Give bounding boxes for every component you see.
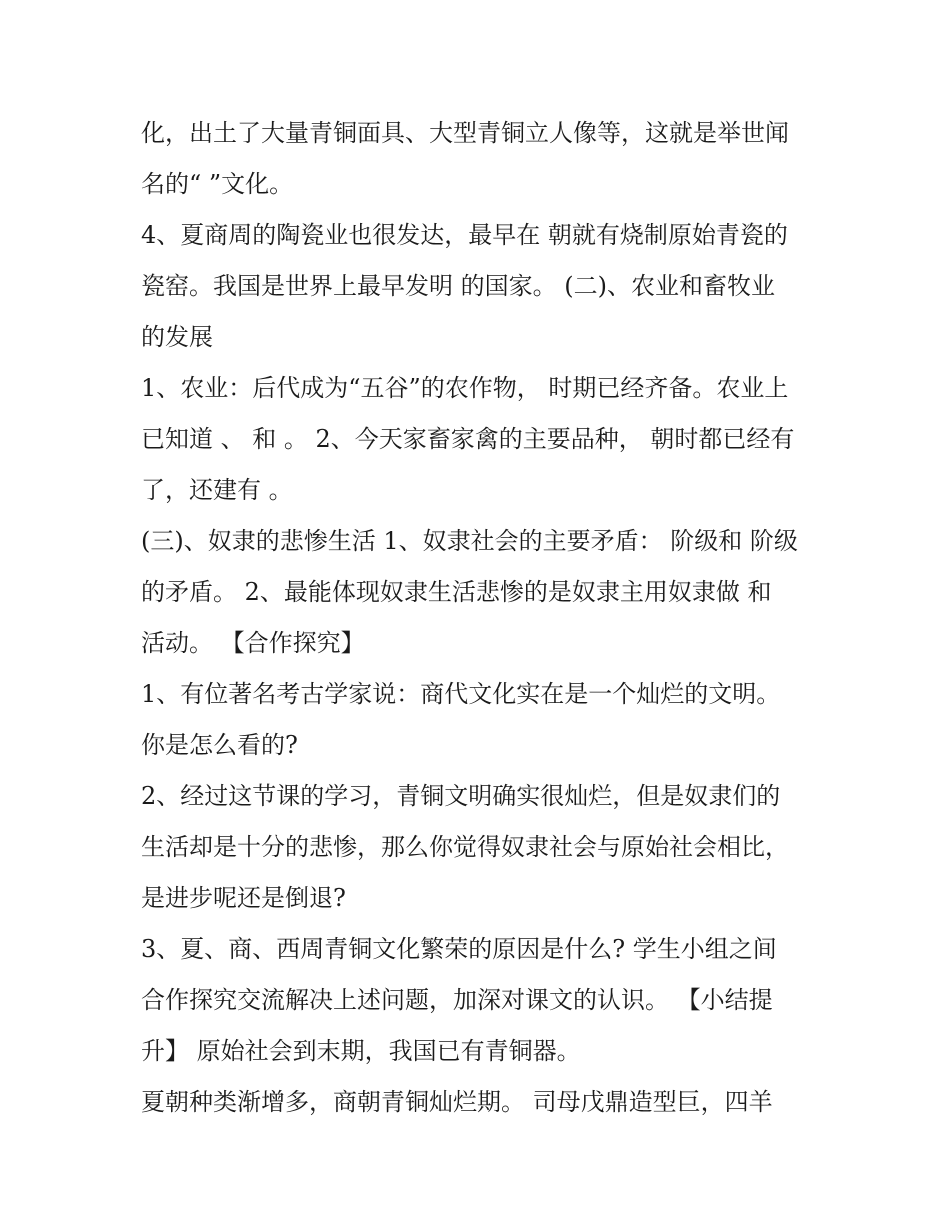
text-line: 1、有位著名考古学家说：商代文化实在是一个灿烂的文明。 bbox=[141, 680, 781, 708]
text-line: 4、夏商周的陶瓷业也很发达，最早在 朝就有烧制原始青瓷的 bbox=[141, 221, 788, 249]
text-line: 夏朝种类渐增多，商朝青铜灿烂期。 司母戊鼎造型巨，四羊 bbox=[141, 1088, 773, 1116]
text-line: 瓷窑。我国是世界上最早发明 的国家。 (二)、农业和畜牧业 bbox=[141, 272, 775, 300]
document-body bbox=[141, 108, 831, 1128]
text-line: 活动。 【合作探究】 bbox=[141, 629, 365, 657]
text-line: 合作探究交流解决上述问题，加深对课文的认识。 【小结提 bbox=[141, 986, 773, 1014]
text-line: 生活却是十分的悲惨，那么你觉得奴隶社会与原始社会相比， bbox=[141, 833, 789, 861]
text-line: 的矛盾。 2、最能体现奴隶生活悲惨的是奴隶主用奴隶做 和 bbox=[141, 578, 772, 606]
text-line: 已知道 、 和 。 2、今天家畜家禽的主要品种， 朝时都已经有 bbox=[141, 425, 795, 453]
text-line: 升】 原始社会到末期，我国已有青铜器。 bbox=[141, 1037, 581, 1065]
text-line: 的发展 bbox=[141, 323, 213, 351]
text-line: 2、经过这节课的学习，青铜文明确实很灿烂，但是奴隶们的 bbox=[141, 782, 781, 810]
text-line: 化，出土了大量青铜面具、大型青铜立人像等，这就是举世闻 bbox=[141, 119, 789, 147]
text-line: 1、农业：后代成为“五谷”的农作物， 时期已经齐备。农业上 bbox=[141, 374, 789, 402]
text-line: 了，还建有 。 bbox=[141, 476, 293, 504]
text-line: 名的“ ”文化。 bbox=[141, 170, 294, 198]
text-line: (三)、奴隶的悲惨生活 1、奴隶社会的主要矛盾： 阶级和 阶级 bbox=[141, 527, 798, 555]
text-line: 是进步呢还是倒退? bbox=[141, 884, 346, 912]
text-line: 3、夏、商、西周青铜文化繁荣的原因是什么? 学生小组之间 bbox=[141, 935, 777, 963]
text-line: 你是怎么看的? bbox=[141, 731, 298, 759]
